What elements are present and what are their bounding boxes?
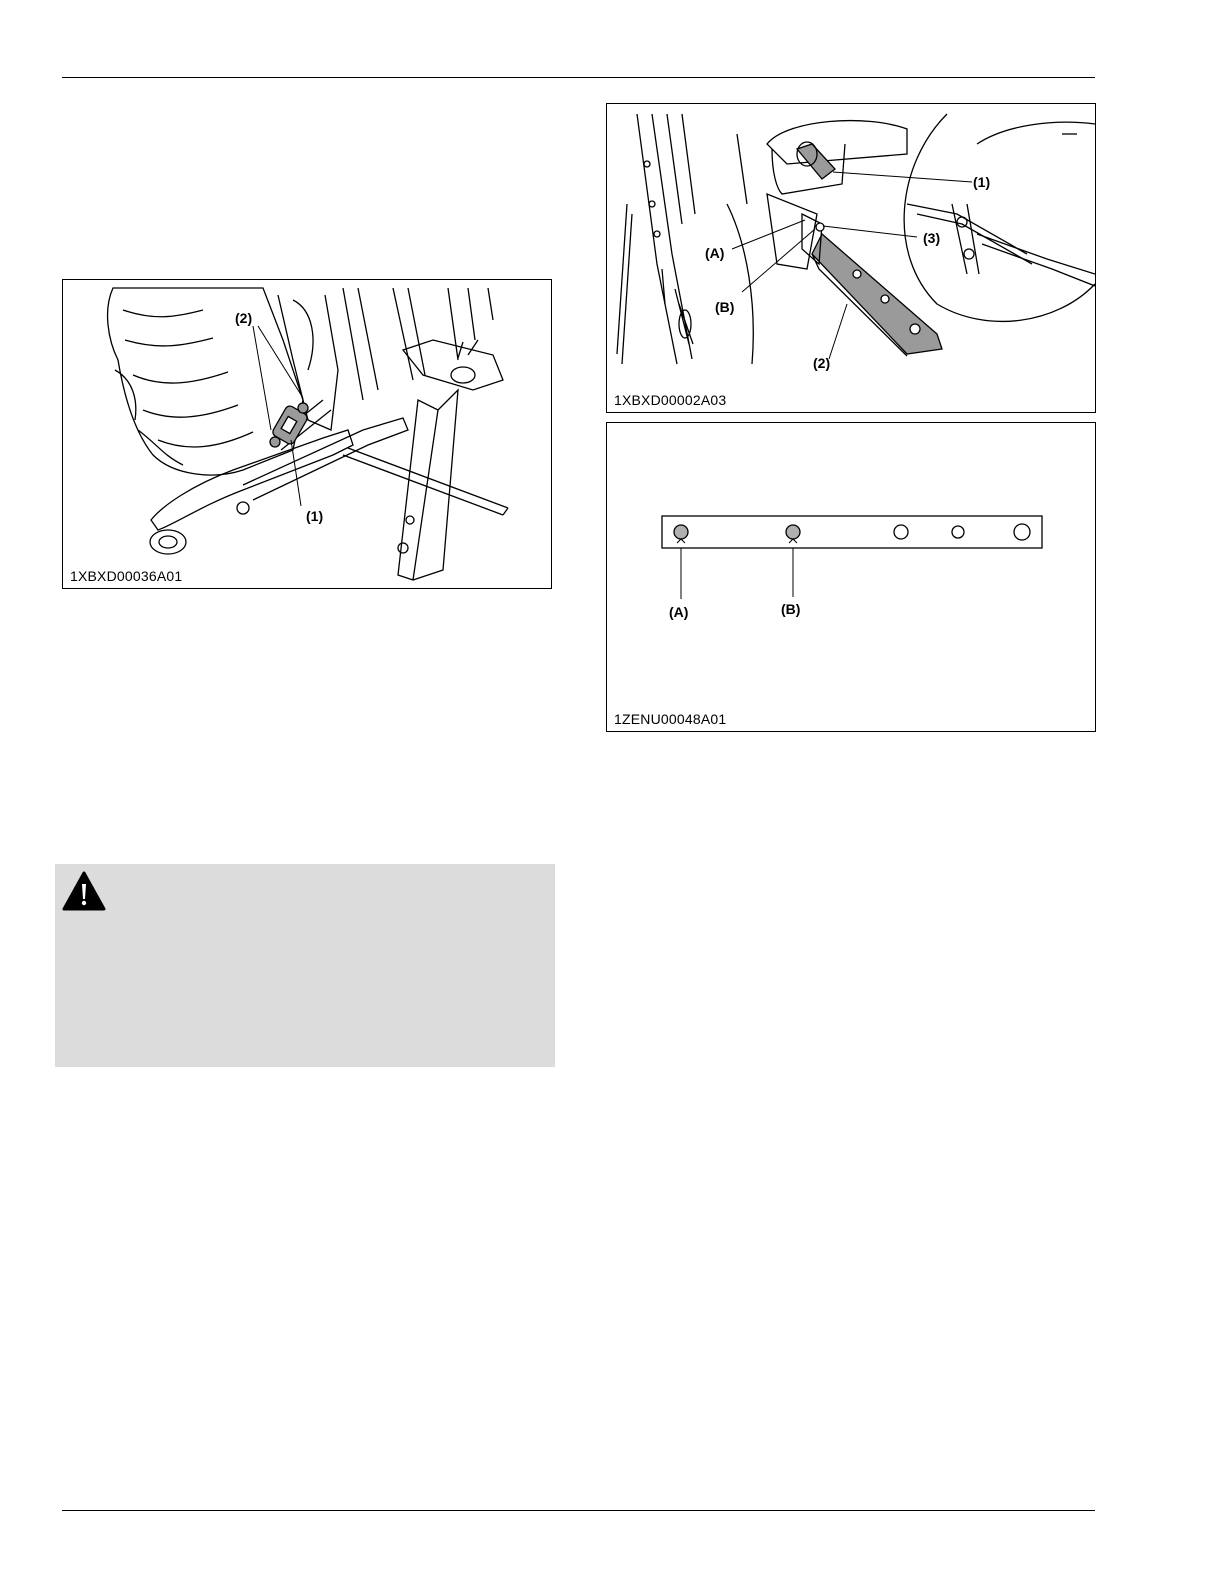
footer-rule [62, 1510, 1095, 1511]
hole-4 [952, 526, 964, 538]
figure-id: 1XBXD00036A01 [70, 568, 183, 584]
hole-5 [1014, 524, 1030, 540]
figure-turnbuckle [62, 279, 552, 589]
header-rule [62, 77, 1095, 78]
hole-3 [894, 525, 908, 539]
hole-a [674, 525, 688, 539]
callout-b: (B) [781, 601, 801, 617]
tractor-drawbar-illustration [607, 104, 1096, 413]
tractor-lower-link-illustration [63, 280, 552, 589]
hole-b [786, 525, 800, 539]
figure-id: 1XBXD00002A03 [614, 392, 727, 408]
callout-2: (2) [235, 310, 253, 326]
callout-1: (1) [306, 508, 324, 524]
callout-b: (B) [715, 299, 735, 315]
callout-1: (1) [973, 174, 991, 190]
drawbar-outline [662, 516, 1042, 548]
figure-drawbar-holes [606, 422, 1096, 732]
callout-3: (3) [923, 230, 941, 246]
callout-a: (A) [705, 245, 725, 261]
figure-drawbar [606, 103, 1096, 413]
drawbar-hole-diagram [607, 423, 1096, 732]
callout-a: (A) [669, 604, 689, 620]
warning-box [55, 864, 555, 1067]
callout-2: (2) [813, 355, 831, 371]
figure-id: 1ZENU00048A01 [614, 711, 727, 727]
warning-triangle-icon [62, 871, 106, 911]
